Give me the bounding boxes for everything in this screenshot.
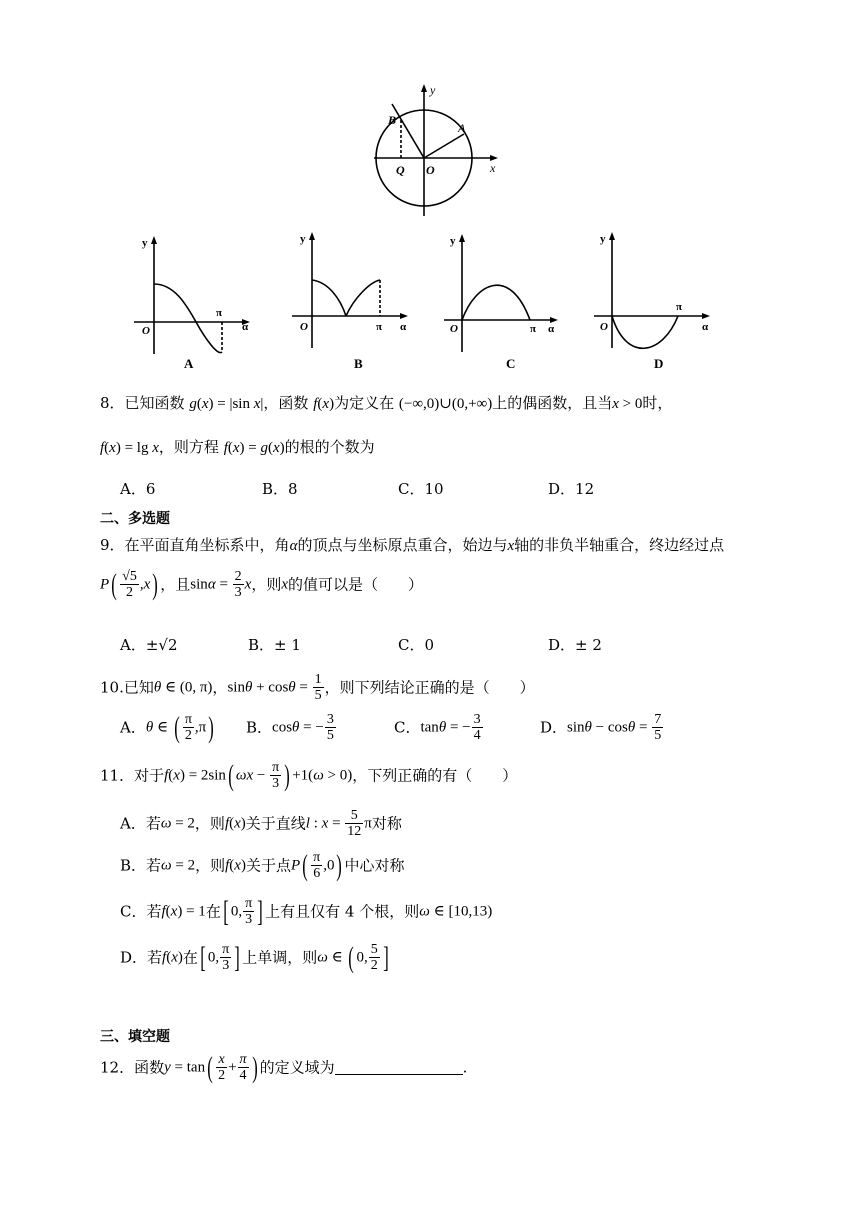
graph-D-alpha-label: α xyxy=(702,321,709,333)
graph-B-alpha-label: α xyxy=(400,321,407,333)
graph-B-origin: O xyxy=(300,321,308,333)
circle-point-A: A xyxy=(458,121,466,135)
graph-B-y-label: y xyxy=(300,233,306,245)
q10-option-A[interactable]: A．θ ∈ ( $\frac{\pi}{2}$ ,π) xyxy=(120,710,214,744)
circle-point-Q: Q xyxy=(396,163,405,177)
q10-stem: 10.已知θ ∈ (0, π)，sinθ + cosθ = $\frac{1}{5}$ ，则下列结论正确的是（ ） xyxy=(100,672,535,703)
q11-option-B[interactable]: B．若ω = 2，则f(x)关于点P( $\frac{\pi}{6}$ ,0) 中心对称 xyxy=(120,848,405,882)
graph-A-caption: A xyxy=(184,356,194,371)
section-heading-multiple-choice: 二、多选题 xyxy=(100,511,170,527)
graph-option-A xyxy=(130,232,260,372)
graph-A-origin: O xyxy=(142,325,150,337)
circle-x-label: x xyxy=(490,161,496,175)
graph-D-y-label: y xyxy=(600,233,606,245)
q12-number: 12． xyxy=(100,1058,135,1077)
q12-answer-blank[interactable] xyxy=(335,1060,463,1075)
graph-B-caption: B xyxy=(354,356,363,371)
q8-option-B[interactable]: B．8 xyxy=(262,480,298,498)
q9-line2: P( $\frac{√5}{2}$ ,x) ，且sinα = $\frac{2}{3}$ x，则x的值可以是（ ） xyxy=(100,567,424,601)
q12-stem: 12．函数y = tan( $\frac{x}{2}$ + $\frac{\pi}{4}$ ) 的定义域为 . xyxy=(100,1050,468,1084)
graph-C-alpha-label: α xyxy=(548,323,555,335)
q11-option-A[interactable]: A．若ω = 2，则f(x)关于直线l : x = $\frac{5}{12}$ π对称 xyxy=(120,808,402,839)
circle-point-B: B xyxy=(388,113,397,127)
graph-D-caption: D xyxy=(654,356,664,371)
q9-option-A[interactable]: A．±√2 xyxy=(120,636,178,654)
q11-option-C[interactable]: C．若f(x) = 1在[ 0, $\frac{\pi}{3}$ ] 上有且仅有 4 个根，则ω ∈ [10,13) xyxy=(120,894,493,928)
q10-option-C[interactable]: C．tanθ = − $\frac{3}{4}$ xyxy=(394,712,481,743)
q10-option-D[interactable]: D．sinθ − cosθ = $\frac{7}{5}$ xyxy=(540,712,662,743)
graph-option-B xyxy=(288,232,418,372)
q11-stem: 11．对于f(x) = 2sin( ωx − $\frac{\pi}{3}$ ) +1(ω > 0)，下列正确的有（ ） xyxy=(100,758,518,792)
q8-line2: f(x) = lg x，则方程 f(x) = g(x)的根的个数为 xyxy=(100,438,375,456)
q11-option-D[interactable]: D．若f(x)在[ 0, $\frac{\pi}{3}$ ] 上单调，则ω ∈ ( 0, $\frac{5}{2}$ ] xyxy=(120,940,389,974)
q9-option-D[interactable]: D．± 2 xyxy=(548,636,602,654)
graph-option-D xyxy=(590,232,720,372)
q9-option-B[interactable]: B．± 1 xyxy=(248,636,301,654)
graph-C-y-label: y xyxy=(450,235,456,247)
circle-y-label: y xyxy=(430,84,436,97)
graph-option-C xyxy=(440,232,570,372)
graph-B-pi-label: π xyxy=(376,321,383,333)
q10-number: 10. xyxy=(100,678,124,697)
graph-C-pi-label: π xyxy=(530,323,537,335)
q9-line1: 9．在平面直角坐标系中，角α的顶点与坐标原点重合，始边与x轴的非负半轴重合，终边经过点 xyxy=(100,536,725,554)
graph-A-alpha-label: α xyxy=(242,321,249,333)
unit-circle-figure xyxy=(370,84,510,224)
circle-point-O: O xyxy=(426,163,435,177)
q8-line1: 8．已知函数 g(x) = |sin x|，函数 f(x)为定义在 (−∞,0)∪(0,+∞)上的偶函数，且当x > 0时， xyxy=(100,394,673,412)
graph-C-caption: C xyxy=(506,356,516,371)
graph-D-pi-label: π xyxy=(676,301,683,313)
q9-option-C[interactable]: C．0 xyxy=(398,636,435,654)
q11-number: 11． xyxy=(100,766,135,785)
q8-option-D[interactable]: D．12 xyxy=(548,480,595,498)
graph-C-origin: O xyxy=(450,323,458,335)
section-heading-fill-in: 三、填空题 xyxy=(100,1029,170,1045)
q9-number: 9． xyxy=(100,536,125,554)
graph-A-y-label: y xyxy=(142,237,148,249)
q8-option-C[interactable]: C．10 xyxy=(398,480,444,498)
q10-option-B[interactable]: B．cosθ = − $\frac{3}{5}$ xyxy=(246,712,334,743)
q8-option-A[interactable]: A．6 xyxy=(120,480,156,498)
graph-D-origin: O xyxy=(600,321,608,333)
q8-number: 8． xyxy=(100,394,125,412)
graph-A-pi-label: π xyxy=(216,307,223,319)
